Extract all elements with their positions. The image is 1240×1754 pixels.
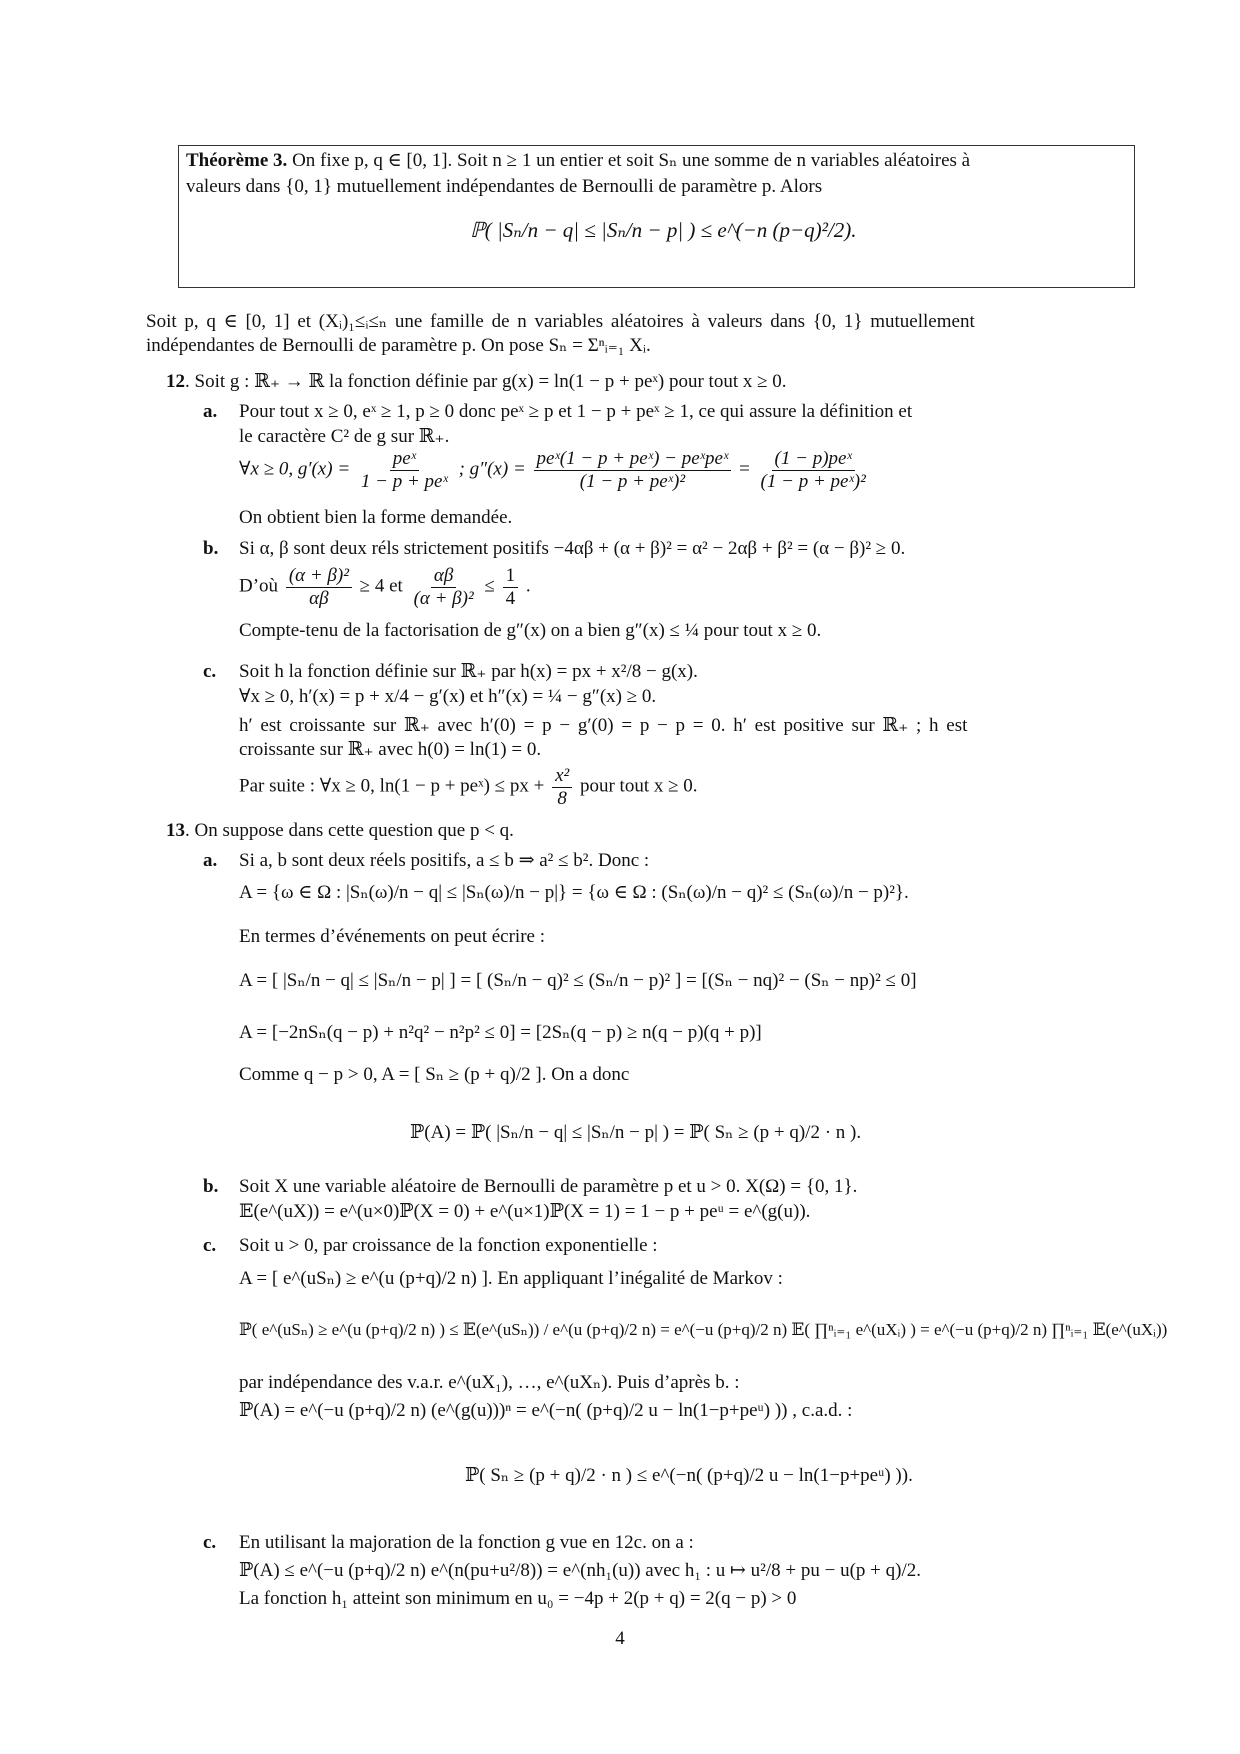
q13a-line-4: A = [ |Sₙ/n − q| ≤ |Sₙ/n − p| ] = [ (Sₙ/n − q)² ≤ (Sₙ/n − p)² ] = [(Sₙ − nq)² − (Sₙ − np)² ≤ 0] (239, 970, 917, 991)
q13c-line-4: par indépendance des v.a.r. e^(uX₁), …, e^(uXₙ). Puis d’après b. : (239, 1372, 740, 1393)
q13c-line-3: ℙ( e^(uSₙ) ≥ e^(u (p+q)/2 n) ) ≤ 𝔼(e^(uSₙ)) / e^(u (p+q)/2 n) = e^(−u (p+q)/2 n) 𝔼( ∏ⁿᵢ₌₁ e^(uXᵢ) ) = e^(−u (p+q)/2 n) ∏ⁿᵢ₌₁ 𝔼(e^(uXᵢ)) (239, 1320, 1168, 1339)
q13c-line-6: ℙ( Sₙ ≥ (p + q)/2 · n ) ≤ e^(−n( (p+q)/2 u − ln(1−p+peᵘ) )). (465, 1465, 913, 1486)
q13c2-line-2: ℙ(A) ≤ e^(−u (p+q)/2 n) e^(n(pu+u²/8)) = e^(nh₁(u)) avec h₁ : u ↦ u²/8 + pu − u(p + q)/2. (239, 1560, 921, 1581)
page-number: 4 (615, 1628, 625, 1649)
q13a-line-5: A = [−2nSₙ(q − p) + n²q² − n²p² ≤ 0] = [2Sₙ(q − p) ≥ n(q − p)(q + p)] (239, 1022, 762, 1043)
q13-statement: 13. On suppose dans cette question que p < q. (166, 820, 514, 841)
q13a-line-7: ℙ(A) = ℙ( |Sₙ/n − q| ≤ |Sₙ/n − p| ) = ℙ( Sₙ ≥ (p + q)/2 · n ). (410, 1122, 862, 1143)
q13a-line-2: A = {ω ∈ Ω : |Sₙ(ω)/n − q| ≤ |Sₙ(ω)/n − p|} = {ω ∈ Ω : (Sₙ(ω)/n − q)² ≤ (Sₙ(ω)/n − p)²}. (239, 882, 909, 903)
q12c-line-4: croissante sur ℝ₊ avec h(0) = ln(1) = 0. (239, 739, 542, 760)
q13c-line-2: A = [ e^(uSₙ) ≥ e^(u (p+q)/2 n) ]. En appliquant l’inégalité de Markov : (239, 1268, 783, 1289)
q13a-line-6: Comme q − p > 0, A = [ Sₙ ≥ (p + q)/2 ]. On a donc (239, 1064, 630, 1085)
q12a-conclusion: On obtient bien la forme demandée. (239, 507, 513, 528)
q12c-line-3: h′ est croissante sur ℝ₊ avec h′(0) = p − g′(0) = p − p = 0. h′ est positive sur ℝ₊ ; h est (239, 715, 968, 736)
q12b-line-1: b. Si α, β sont deux réls strictement positifs −4αβ + (α + β)² = α² − 2αβ + β² = (α − β)² ≥ 0. (203, 538, 906, 559)
q13a-line-1: a. Si a, b sont deux réels positifs, a ≤ b ⇒ a² ≤ b². Donc : (203, 850, 650, 871)
q12b-donc: D’où $\frac{\text{(α + β)²}}{\alpha\beta}$ ≥ 4 et $\frac{\alpha\beta}{\text{(α + β)²}}$ ≤ $\frac{1}{4}$ . (239, 565, 531, 609)
q13c2-line-3: La fonction h₁ atteint son minimum en u₀ = −4p + 2(p + q) = 2(q − p) > 0 (239, 1588, 797, 1609)
q12b-line-3: Compte-tenu de la factorisation de g″(x) on a bien g″(x) ≤ ¼ pour tout x ≥ 0. (239, 620, 822, 641)
q12-statement: 12. Soit g : ℝ₊ → ℝ la fonction définie par g(x) = ln(1 − p + peˣ) pour tout x ≥ 0. (166, 371, 787, 392)
q13b-line-1: b. Soit X une variable aléatoire de Bernoulli de paramètre p et u > 0. X(Ω) = {0, 1}. (203, 1176, 858, 1197)
q13b-line-2: 𝔼(e^(uX)) = e^(u×0)ℙ(X = 0) + e^(u×1)ℙ(X = 1) = 1 − p + peᵘ = e^(g(u)). (239, 1201, 811, 1222)
q12a-derivatives: ∀x ≥ 0, g′(x) = $\frac{\text{peˣ}}{\text{1 − p + peˣ}}$ ; g″(x) = $\frac{\text{peˣ(1 − p + peˣ) − peˣpeˣ}}{\text{(1 − p + peˣ)²}}$ = $\frac{\text{(1 − p)peˣ}}{\text{(1 − p + peˣ)²}}$ (239, 448, 866, 492)
intro-line-1: Soit p, q ∈ [0, 1] et (Xᵢ)₁≤ᵢ≤ₙ une famille de n variables aléatoires à valeurs dans {0, 1} mutuellement (146, 311, 975, 332)
q12a-line-1: a. Pour tout x ≥ 0, eˣ ≥ 1, p ≥ 0 donc peˣ ≥ p et 1 − p + peˣ ≥ 1, ce qui assure la définition et (203, 401, 913, 422)
q12c-line-5: Par suite : ∀x ≥ 0, ln(1 − p + peˣ) ≤ px + $\frac{\text{x²}}{8}$ pour tout x ≥ 0. (239, 765, 698, 809)
theorem-line-1: Théorème 3. On fixe p, q ∈ [0, 1]. Soit n ≥ 1 un entier et soit Sₙ une somme de n variables aléatoires à (186, 150, 971, 171)
q12c-line-2: ∀x ≥ 0, h′(x) = p + x/4 − g′(x) et h″(x) = ¼ − g″(x) ≥ 0. (239, 686, 657, 707)
q12c-line-1: c. Soit h la fonction définie sur ℝ₊ par h(x) = px + x²/8 − g(x). (203, 661, 698, 682)
intro-line-2: indépendantes de Bernoulli de paramètre p. On pose Sₙ = Σⁿᵢ₌₁ Xᵢ. (146, 335, 651, 356)
q13c-line-1: c. Soit u > 0, par croissance de la fonction exponentielle : (203, 1235, 658, 1256)
theorem-line-2: valeurs dans {0, 1} mutuellement indépendantes de Bernoulli de paramètre p. Alors (186, 176, 823, 197)
q12a-line-2: le caractère C² de g sur ℝ₊. (239, 426, 450, 447)
theorem-formula: ℙ( |Sₙ/n − q| ≤ |Sₙ/n − p| ) ≤ e^(−n (p−q)²/2). (470, 218, 857, 242)
theorem-title: Théorème 3. (186, 150, 288, 171)
q13a-line-3: En termes d’événements on peut écrire : (239, 926, 545, 947)
q13c2-line-1: c. En utilisant la majoration de la fonction g vue en 12c. on a : (203, 1532, 694, 1553)
q13c-line-5: ℙ(A) = e^(−u (p+q)/2 n) (e^(g(u)))ⁿ = e^(−n( (p+q)/2 u − ln(1−p+peᵘ) )) , c.a.d. : (239, 1400, 853, 1421)
